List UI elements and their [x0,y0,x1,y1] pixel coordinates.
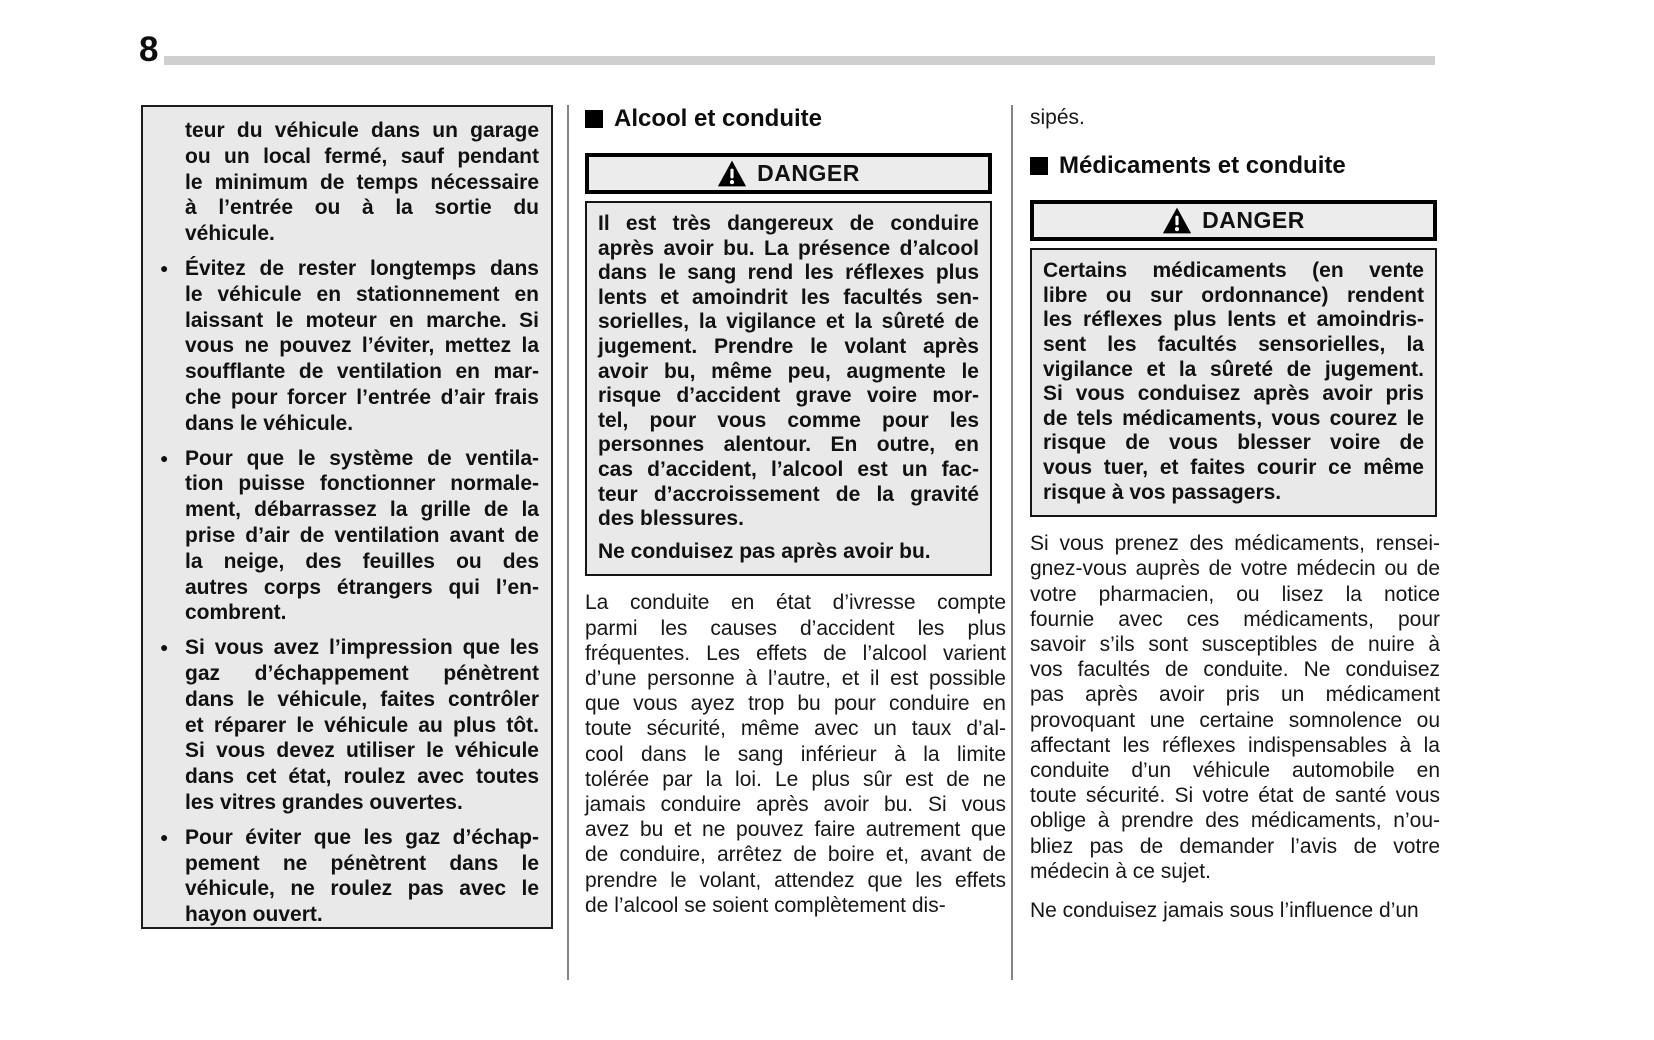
warning-bullet-item [157,256,539,437]
danger-body-box [585,201,992,576]
continuation-text: sipés. [1030,106,1085,129]
danger-header [1030,200,1437,241]
warning-continuation-paragraph: teur du véhicule dans un garage ou un local fermé, sauf pendant le minimum de temps nécessaire à l’entrée ou à la sortie du véhicule. [185,119,539,246]
section-heading-medicaments [1030,152,1440,180]
heading-square-icon [585,110,603,128]
danger-paragraph: Ne conduisez pas après avoir bu. [598,539,931,563]
column-divider [1011,105,1013,980]
heading-square-icon [1030,157,1048,175]
body-paragraph: La conduite en état d’ivresse compte parmi les causes d’accident les plus fréquentes. Les effets de l’alcool varient d’une personne à l’autre, et il est possible que vous ayez trop bu pour conduire en toute sécurité, même avec un taux d’al- cool dans le sang inférieur à la limite tolérée par la loi. Le plus sûr est de ne jamais conduire après avoir bu. Si vous avez bu et ne pouvez faire autrement que de conduire, arrêtez de boire et, avant de prendre le volant, attendez que les effets de l’alcool se soient complètement dis- [585,591,1006,917]
danger-body-box [1030,248,1437,517]
warning-triangle-icon [1162,207,1192,234]
section-heading-label: Alcool et conduite [614,105,823,132]
bullet-icon: ● [160,449,169,466]
body-text [585,590,1006,918]
danger-paragraph: Certains médicaments (en vente libre ou sur ordonnance) rendent les réflexes plus lents et amoindris- sent les facultés sensorielles, la vigilance et la sûreté de jugement. Si vous conduisez après avoir pris de tels médicaments, vous courez le risque de vous blesser voire de vous tuer, et faites courir ce même risque à vos passagers. [1043,259,1424,504]
column-alcohol [585,105,1006,918]
bullet-icon: ● [160,639,169,656]
section-heading-label: Médicaments et conduite [1059,152,1346,180]
danger-paragraph: Il est très dangereux de conduire après avoir bu. La présence d’alcool dans le sang rend les réflexes plus lents et amoindrit les facultés sen- sorielles, la vigilance et la sûreté de jugement. Prendre le volant après avoir bu, même peu, augmente le risque d’accident grave voire mor- tel, pour vous comme pour les personnes alentour. En outre, en cas d’accident, l’alcool est un fac- teur d’accroissement de la gravité des blessures. [598,212,979,531]
warning-triangle-icon [717,160,747,187]
bullet-icon: ● [160,259,169,276]
column-divider [567,105,569,980]
danger-header [585,153,992,194]
warning-bullet-item [157,446,539,627]
body-paragraph: Ne conduisez jamais sous l’influence d’un [1030,898,1419,922]
danger-label: DANGER [757,160,860,186]
top-rule [164,56,1435,65]
page-number: 8 [139,30,159,69]
warning-bullet-item [157,635,539,816]
section-heading-alcool [585,105,1006,133]
warning-bullet-text: Pour que le système de ventila- tion puisse fonctionner normale- ment, débarrassez la grille de la prise d’air de ventilation avant de la neige, des feuilles ou des autres corps étrangers qui l’en- combrent. [185,446,539,625]
bullet-icon: ● [160,828,169,845]
warning-bullet-item [157,825,539,928]
body-paragraph: Si vous prenez des médicaments, rensei- gnez-vous auprès de votre médecin ou de votre pharmacien, ou lisez la notice fournie avec ces médicaments, pour savoir s’ils sont susceptibles de nuire à vos facultés de conduite. Ne conduisez pas après avoir pris un médicament provoquant une certaine somnolence ou affectant les réflexes indispensables à la conduite d’un véhicule automobile en toute sécurité. Si votre état de santé vous oblige à prendre des médicaments, n’ou- bliez pas de demander l’avis de votre médecin à ce sujet. [1030,532,1440,883]
warning-bullet-text: Pour éviter que les gaz d’échap- pement ne pénètrent dans le véhicule, ne roulez pas avec le hayon ouvert. [185,825,539,927]
warning-bullet-text: Si vous avez l’impression que les gaz d’échappement pénètrent dans le véhicule, faites contrôler et réparer le véhicule au plus tôt. Si vous devez utiliser le véhicule dans cet état, roulez avec toutes les vitres grandes ouvertes. [185,636,539,814]
column-medications [1030,105,1440,923]
danger-label: DANGER [1202,207,1305,234]
exhaust-warning-box [141,105,553,929]
body-text [1030,531,1440,923]
warning-bullet-text: Évitez de rester longtemps dans le véhicule en stationnement en laissant le moteur en marche. Si vous ne pouvez l’éviter, mettez la soufflante de ventilation en mar- che pour forcer l’entrée d’air frais dans le véhicule. [185,256,539,435]
